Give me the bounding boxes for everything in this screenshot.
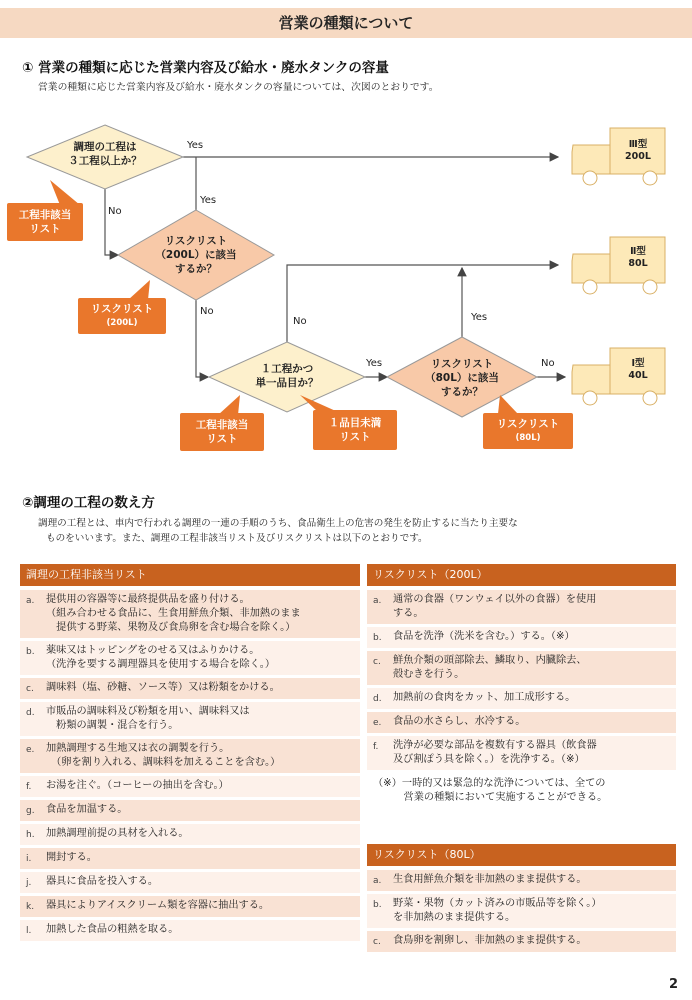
item-text: 食品の水さらし、水冷する。 — [393, 716, 526, 727]
table-header: 調理の工程非該当リスト — [20, 564, 360, 586]
item-letter: d. — [373, 694, 382, 704]
list-item — [367, 651, 676, 685]
callout-process-exempt-2: 工程非該当 リスト — [180, 413, 264, 451]
list-item — [367, 688, 676, 709]
item-letter: c. — [373, 657, 381, 667]
list-item — [367, 590, 676, 624]
page-title: 営業の種類について — [0, 8, 692, 38]
item-letter: a. — [373, 596, 382, 606]
item-text: 市販品の調味料及び粉類を用い、調味料又は 粉類の調製・混合を行う。 — [46, 706, 250, 731]
callout-pointer-3 — [218, 395, 240, 415]
item-text: 食品を加温する。 — [46, 804, 128, 815]
callout-under-one-item: １品目未満 リスト — [313, 410, 397, 450]
section1-heading: ① 営業の種類に応じた営業内容及び給水・廃水タンクの容量 — [22, 60, 389, 76]
decision-risk-200l-text: リスクリスト （200L）に該当 するか？ — [155, 235, 237, 275]
item-letter: g. — [26, 806, 35, 816]
item-text: 洗浄が必要な部品を複数有する器具（飲食器 及び割ぽう具を除く。）を洗浄する。（※） — [393, 740, 597, 765]
item-text: 生食用鮮魚介類を非加熱のまま提供する。 — [393, 874, 587, 885]
connector-no-d3 — [287, 265, 558, 342]
callout-pointer-2 — [128, 280, 150, 300]
item-letter: b. — [373, 633, 382, 643]
list-item — [367, 931, 676, 952]
table-risk-200l — [367, 564, 676, 809]
item-letter: d. — [26, 708, 35, 718]
item-letter: b. — [26, 647, 35, 657]
section2-heading: ②調理の工程の数え方 — [22, 495, 155, 511]
list-item — [20, 641, 360, 675]
item-letter: c. — [26, 684, 34, 694]
item-text: 器具によりアイスクリーム類を容器に抽出する。 — [46, 900, 270, 911]
item-letter: f. — [373, 742, 379, 752]
list-item — [20, 920, 360, 941]
item-text: 鮮魚介類の頭部除去、鱗取り、内臓除去、 殻むきを行う。 — [393, 655, 587, 680]
label-yes-4: Yes — [471, 312, 488, 323]
list-item — [20, 678, 360, 699]
table-risk-80l — [367, 844, 676, 955]
list-item — [20, 800, 360, 821]
item-text: 食品を洗浄（洗米を含む。）する。（※） — [393, 631, 575, 642]
list-item — [20, 848, 360, 869]
item-text: 提供用の容器等に最終提供品を盛り付ける。 （組み合わせる食品に、生食用鮮魚介類、非加熱のまま 提供する野菜、果物及び食鳥卵を含む場合を除く。） — [46, 594, 301, 633]
item-letter: k. — [26, 902, 35, 912]
list-item — [367, 712, 676, 733]
list-item — [20, 776, 360, 797]
item-text: 開封する。 — [46, 852, 97, 863]
item-letter: e. — [373, 718, 382, 728]
label-no-4: No — [541, 358, 555, 369]
callout-pointer-1 — [50, 180, 80, 205]
item-letter: l. — [26, 926, 32, 936]
table-header: リスクリスト（80L） — [367, 844, 676, 866]
table-header: リスクリスト（200L） — [367, 564, 676, 586]
item-letter: h. — [26, 830, 35, 840]
item-text: 加熱調理前提の具材を入れる。 — [46, 828, 189, 839]
connector-no-d1 — [105, 185, 118, 255]
page-number: 2 — [668, 977, 678, 992]
callout-process-exempt-1: 工程非該当 リスト — [7, 203, 83, 241]
item-letter: a. — [26, 596, 35, 606]
list-item — [20, 702, 360, 736]
list-item — [20, 896, 360, 917]
truck-label-type2: Ⅱ型 80L — [628, 246, 648, 269]
truck-label-type3: Ⅲ型 200L — [625, 139, 651, 162]
item-text: 調味料（塩、砂糖、ソース等）又は粉類をかける。 — [46, 682, 280, 693]
item-letter: j. — [26, 878, 32, 888]
list-item — [20, 872, 360, 893]
item-text: 加熱調理する生地又は衣の調製を行う。 （卵を割り入れる、調味料を加えることを含む。） — [46, 743, 281, 768]
list-item — [20, 590, 360, 638]
item-letter: a. — [373, 876, 382, 886]
item-text: 加熱前の食肉をカット、加工成形する。 — [393, 692, 576, 703]
item-text: 加熱した食品の粗熱を取る。 — [46, 924, 179, 935]
list-item — [367, 736, 676, 770]
item-text: 薬味又はトッピングをのせる又はふりかける。 （洗浄を要する調理器具を使用する場合を除く。） — [46, 645, 276, 670]
label-no-2: No — [200, 306, 214, 317]
item-text: 通常の食器（ワンウェイ以外の食器）を使用 する。 — [393, 594, 597, 619]
item-letter: f. — [26, 782, 32, 792]
decision-single-step-text: １工程かつ 単一品目か？ — [255, 363, 319, 389]
item-text: 野菜・果物（カット済みの市販品等を除く。） を非加熱のまま提供する。 — [393, 898, 602, 923]
label-no-1: No — [108, 206, 122, 217]
decision-risk-80l-text: リスクリスト （80L）に該当 するか？ — [425, 358, 499, 398]
item-letter: b. — [373, 900, 382, 910]
list-item — [367, 870, 676, 891]
truck-label-type1: Ⅰ型 40L — [628, 358, 648, 381]
decision-three-steps-text: 調理の工程は ３工程以上か？ — [68, 141, 142, 167]
callout-risk-200l: リスクリスト (200L) — [78, 298, 166, 334]
item-letter: e. — [26, 745, 35, 755]
section2-text-line2: ものをいいます。また、調理の工程非該当リスト及びリスクリストは以下のとおりです。 — [46, 533, 428, 544]
table-process-exempt — [20, 564, 360, 944]
list-item — [367, 627, 676, 648]
list-item — [20, 824, 360, 845]
footnote: （※）一時的又は緊急的な洗浄については、全ての 営業の種類において実施することができる。 — [373, 778, 608, 803]
item-text: お湯を注ぐ。（コーヒーの抽出を含む。） — [46, 780, 229, 791]
label-no-3: No — [293, 316, 307, 327]
item-text: 食鳥卵を割卵し、非加熱のまま提供する。 — [393, 935, 587, 946]
callout-risk-80l: リスクリスト (80L) — [483, 413, 573, 449]
label-yes-3: Yes — [366, 358, 383, 369]
item-letter: i. — [26, 854, 32, 864]
item-letter: c. — [373, 937, 381, 947]
item-text: 器具に食品を投入する。 — [46, 876, 159, 887]
label-yes-1: Yes — [187, 140, 204, 151]
list-item — [367, 894, 676, 928]
section1-text: 営業の種類に応じた営業内容及び給水・廃水タンクの容量については、次図のとおりです。 — [38, 82, 439, 93]
label-yes-2: Yes — [200, 195, 217, 206]
list-item — [20, 739, 360, 773]
section2-text-line1: 調理の工程とは、車内で行われる調理の一連の手順のうち、食品衛生上の危害の発生を防止するに当たり主要な — [38, 518, 518, 529]
